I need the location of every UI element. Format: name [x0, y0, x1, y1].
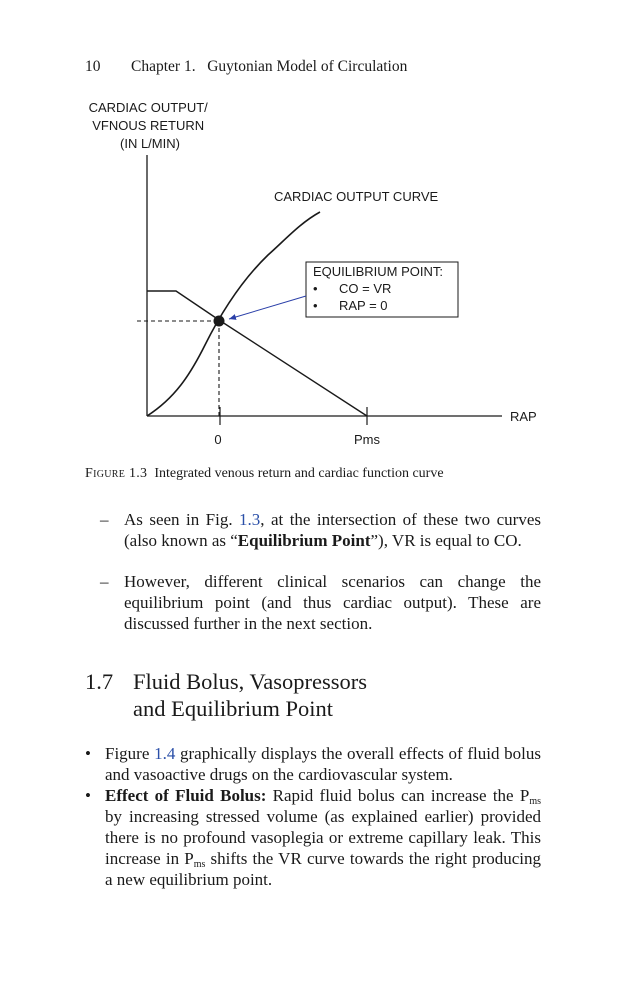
section-title-line1: Fluid Bolus, Vasopressors [133, 669, 367, 694]
bullet-item-body [105, 743, 541, 785]
figure-caption [85, 466, 444, 482]
figure-1-3 [0, 90, 625, 460]
guyton-diagram [0, 90, 625, 460]
bullet-text-part: shifts the VR curve towards the right producing a new equilibrium point. [105, 849, 542, 889]
bullet-item-fluid-bolus [85, 785, 541, 890]
x-axis-label: RAP [510, 409, 537, 424]
equilibrium-box-title: EQUILIBRIUM POINT: [313, 264, 444, 279]
y-axis-label-line1: CARDIAC OUTPUT/ [88, 100, 208, 115]
figure-1-3-link[interactable]: 1.3 [239, 510, 261, 529]
bullet-marker: • [85, 744, 91, 763]
bullet-text-part: by increasing stressed volume (as explained earlier) provided there is no profound vasoplegia or extreme capillary leak. This increase in P [105, 807, 541, 868]
y-axis-label-line2: VFNOUS RETURN [92, 118, 205, 133]
cardiac-output-curve [147, 212, 320, 416]
dash-item-body: However, different clinical scenarios can change the equilibrium point (and thus cardiac output). These are discussed further in the next section. [124, 572, 541, 633]
figure-1-4-link[interactable]: 1.4 [154, 744, 176, 763]
section-title-line2: and Equilibrium Point [133, 696, 333, 721]
box-bullet-1: • [313, 281, 318, 296]
cardiac-output-curve-label: CARDIAC OUTPUT CURVE [274, 189, 439, 204]
equilibrium-point-marker [214, 316, 225, 327]
box-item-co-vr: CO = VR [339, 281, 392, 296]
box-bullet-2: • [313, 298, 318, 313]
tick-pms-label: Pms [354, 432, 380, 447]
chapter-title: Chapter 1. Guytonian Model of Circulation [131, 58, 408, 75]
page-number: 10 [85, 58, 101, 75]
pms-subscript: ms [529, 796, 541, 807]
equilibrium-pointer-arrow [229, 296, 306, 319]
dash-text-part: , at the intersection of these two curves (also known as “ [124, 510, 541, 550]
bullet-text-part: Figure [105, 744, 155, 763]
running-header [85, 58, 407, 76]
bullet-marker: • [85, 786, 91, 805]
bullet-item-figure-1-4 [85, 743, 541, 785]
dash-item-body [124, 509, 541, 551]
dash-item-clinical-scenarios [100, 571, 541, 634]
pms-subscript: ms [193, 859, 206, 870]
section-heading [85, 668, 367, 722]
tick-zero-label: 0 [214, 432, 222, 447]
dash-marker: – [100, 510, 109, 529]
equilibrium-point-term: Equilibrium Point [237, 531, 371, 550]
dash-item-equilibrium [100, 509, 541, 551]
y-axis-label-line3: (IN L/MIN) [120, 136, 180, 151]
caption-prefix: Figure 1.3 [85, 466, 148, 481]
bullet-text-part: graphically displays the overall effects of fluid bolus and vasoactive drugs on the cardiovascular system. [105, 744, 541, 784]
dash-marker: – [100, 572, 109, 591]
box-item-rap: RAP = 0 [339, 298, 388, 313]
dash-text-part: ”), VR is equal to CO. [370, 531, 522, 550]
bullet-item-body [105, 785, 541, 890]
fluid-bolus-term: Effect of Fluid Bolus: [105, 786, 267, 805]
y-axis-label [89, 100, 212, 151]
caption-text: Integrated venous return and cardiac function curve [154, 466, 444, 481]
bullet-text-part: Rapid fluid bolus can increase the P [266, 786, 530, 805]
dash-text-part: As seen in Fig. [124, 510, 240, 529]
section-number: 1.7 [85, 669, 114, 694]
